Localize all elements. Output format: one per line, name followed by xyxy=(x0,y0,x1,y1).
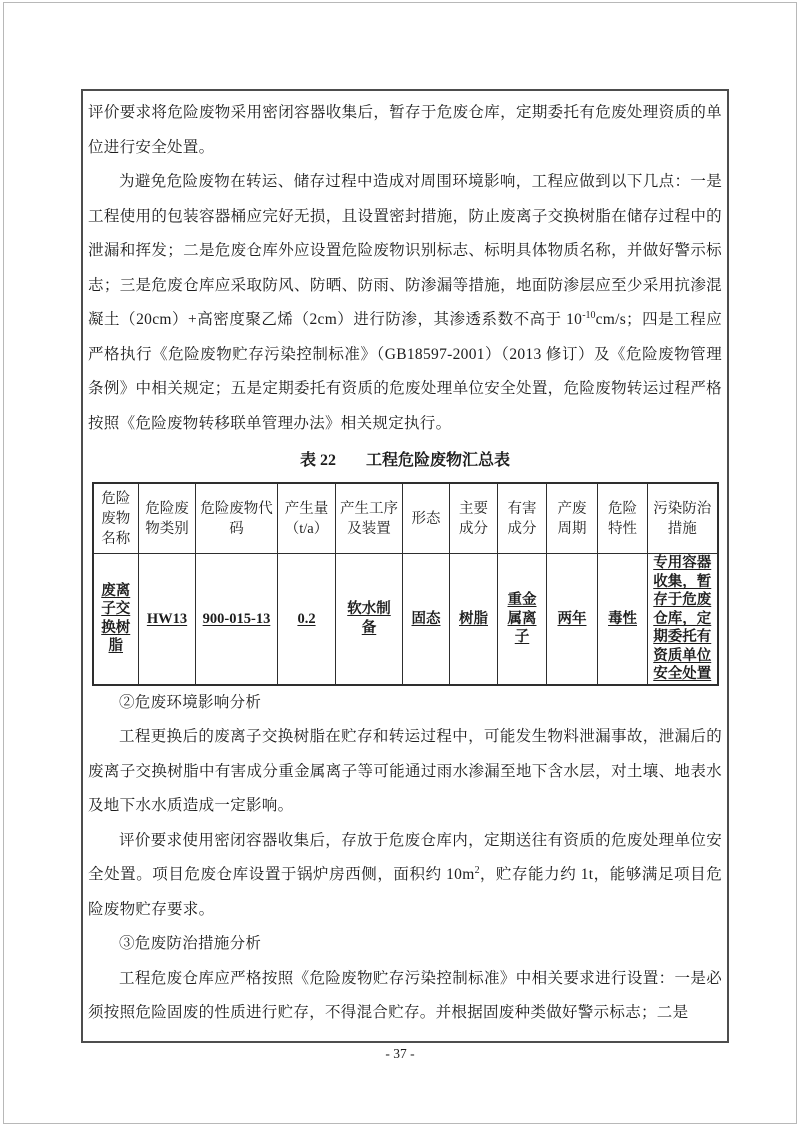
header-generation-amount: 产生量（t/a） xyxy=(278,483,336,554)
paragraph-text: ，贮存能力约 1t，能够满足项目危险废物贮存要求。 xyxy=(88,866,722,918)
header-main-components: 主要成分 xyxy=(450,483,498,554)
header-pollution-control: 污染防治措施 xyxy=(648,483,718,554)
cell-main-components: 树脂 xyxy=(450,554,498,685)
header-harmful-components: 有害成分 xyxy=(498,483,547,554)
content-box xyxy=(81,89,729,1043)
header-waste-category: 危险废物类别 xyxy=(139,483,196,554)
paragraph-storage-requirement xyxy=(88,824,722,928)
cell-hazard-property: 毒性 xyxy=(598,554,648,685)
paragraph-disposal-requirement: 评价要求将危险废物采用密闭容器收集后，暂存于危废仓库，定期委托有危废处理资质的单位进行安全处置。 xyxy=(88,104,722,156)
superscript-exponent: 2 xyxy=(474,864,480,876)
header-form: 形态 xyxy=(403,483,450,554)
table-title-text: 工程危险废物汇总表 xyxy=(366,452,511,469)
paragraph-text: 评价要求使用密闭容器收集后，存放于危废仓库内，定期送往有资质的危废处理单位安全处置。项目危废仓库设置于锅炉房西侧，面积约 10m xyxy=(88,831,722,883)
table-header-row xyxy=(93,483,718,554)
cell-process-equipment: 软水制备 xyxy=(336,554,403,685)
table-data-row xyxy=(93,554,718,685)
hazardous-waste-summary-table xyxy=(92,482,719,686)
cell-waste-category: HW13 xyxy=(139,554,196,685)
paragraph-text: 为避免危险废物在转运、储存过程中造成对周围环境影响，工程应做到以下几点：一是工程使用的包装容器桶应完好无损，且设置密封措施，防止废离子交换树脂在储存过程中的泄漏和挥发；二是危废仓库外应设置危险废物识别标志、标明具体物质名称，并做好警示标志；三是危废仓库应采取防风、防晒、防雨、防渗漏等措施，地面防渗层应至少采用抗渗混凝土（20cm）+高密度聚乙烯（2cm）进行防渗，其渗透系数不高于 10 xyxy=(88,173,722,328)
header-waste-code: 危险废物代码 xyxy=(196,483,278,554)
cell-form: 固态 xyxy=(403,554,450,685)
table-number-label: 表 22 xyxy=(299,452,336,469)
header-waste-cycle: 产废周期 xyxy=(547,483,598,554)
header-process-equipment: 产生工序及装置 xyxy=(336,483,403,554)
cell-pollution-control: 专用容器收集，暂存于危废仓库，定期委托有资质单位安全处置 xyxy=(648,554,718,685)
cell-waste-code: 900-015-13 xyxy=(196,554,278,685)
paragraph-impact-description: 工程更换后的废离子交换树脂在贮存和转运过程中，可能发生物料泄漏事故，泄漏后的废离子交换树脂中有害成分重金属离子等可能通过雨水渗漏至地下含水层，对土壤、地表水及地下水水质造成一定影响。 xyxy=(88,728,722,814)
section-heading-control-measures: ③危废防治措施分析 xyxy=(119,935,262,952)
header-hazard-property: 危险特性 xyxy=(598,483,648,554)
paragraph-prevention-points xyxy=(88,165,722,441)
cell-harmful-components: 重金属离子 xyxy=(498,554,547,685)
paragraph-warehouse-requirements: 工程危废仓库应严格按照《危险废物贮存污染控制标准》中相关要求进行设置：一是必须按照危险固废的性质进行贮存，不得混合贮存。并根据固废种类做好警示标志；二是 xyxy=(88,969,722,1021)
cell-waste-cycle: 两年 xyxy=(547,554,598,685)
page-number: - 37 - xyxy=(385,1046,415,1061)
superscript-exponent: -10 xyxy=(582,309,596,321)
paragraph-text: cm/s；四是工程应严格执行《危险废物贮存污染控制标准》（GB18597-2001）（2013 修订）及《危险废物管理条例》中相关规定；五是定期委托有资质的危废处理单位安全处置，危险废物转运过程严格按照《危险废物转移联单管理办法》相关规定执行。 xyxy=(88,311,722,432)
section-heading-impact-analysis: ②危废环境影响分析 xyxy=(119,693,262,711)
table-caption xyxy=(88,446,722,476)
cell-waste-name: 废离子交换树脂 xyxy=(93,554,139,685)
header-waste-name: 危险废物名称 xyxy=(93,483,139,554)
cell-generation-amount: 0.2 xyxy=(278,554,336,685)
